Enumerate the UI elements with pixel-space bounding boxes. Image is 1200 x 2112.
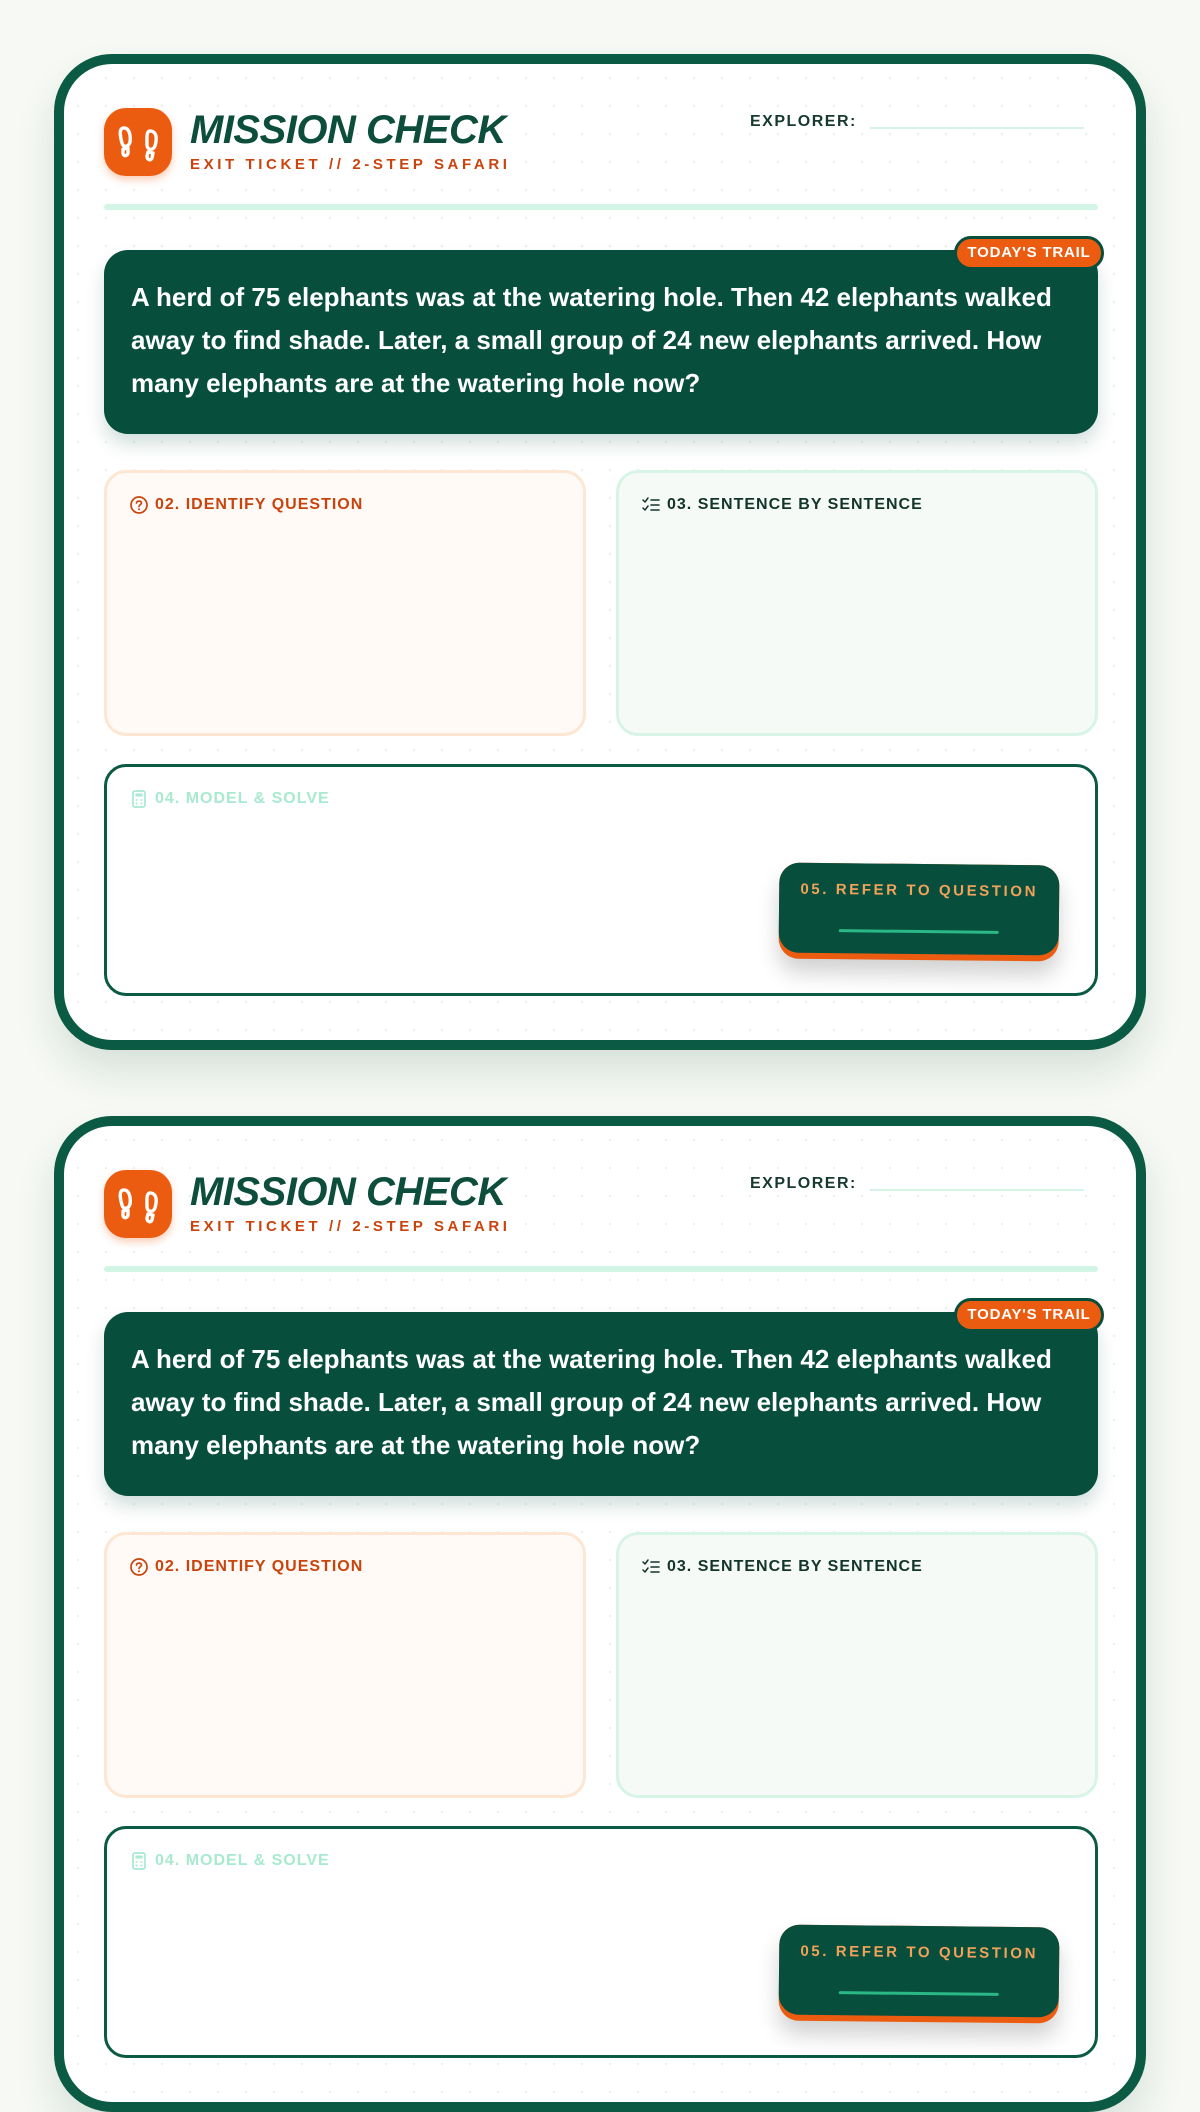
- page-title: MISSION CHECK: [190, 1170, 506, 1214]
- explorer-label: EXPLORER:: [750, 113, 857, 130]
- identify-question-label: 02. IDENTIFY QUESTION: [155, 1558, 364, 1575]
- sentence-by-sentence-header: [641, 495, 923, 515]
- footprints-icon: [104, 108, 172, 176]
- question-circle-icon: [129, 495, 149, 515]
- identify-question-box[interactable]: [104, 1532, 586, 1798]
- refer-answer-line[interactable]: [839, 1991, 999, 1996]
- sentence-by-sentence-label: 03. SENTENCE BY SENTENCE: [667, 1558, 923, 1575]
- refer-to-question-card[interactable]: [779, 863, 1060, 962]
- checklist-icon: [641, 495, 661, 515]
- explorer-name-field[interactable]: [870, 127, 1084, 129]
- model-and-solve-label: 04. MODEL & SOLVE: [155, 1852, 330, 1869]
- page-title: MISSION CHECK: [190, 108, 506, 152]
- refer-to-question-label: 05. REFER TO QUESTION: [800, 1942, 1039, 1963]
- exit-ticket-card: [54, 54, 1146, 1050]
- sentence-by-sentence-box[interactable]: [616, 470, 1098, 736]
- todays-trail-badge: TODAY'S TRAIL: [954, 1298, 1104, 1332]
- identify-question-header: [129, 495, 363, 515]
- identify-question-header: [129, 1557, 363, 1577]
- model-and-solve-header: [129, 789, 330, 809]
- refer-to-question-card[interactable]: [779, 1925, 1060, 2024]
- page-subtitle: EXIT TICKET // 2-STEP SAFARI: [190, 1218, 511, 1235]
- sentence-by-sentence-header: [641, 1557, 923, 1577]
- calculator-icon: [129, 1851, 149, 1871]
- problem-text: A herd of 75 elephants was at the watering hole. Then 42 elephants walked away to find shade. Later, a small group of 24 new elephants arrived. How many elephants are at the watering hole now?: [131, 1344, 1052, 1460]
- refer-to-question-panel: [779, 863, 1060, 956]
- sentence-by-sentence-label: 03. SENTENCE BY SENTENCE: [667, 496, 923, 513]
- explorer-name-field[interactable]: [870, 1189, 1084, 1191]
- refer-answer-line[interactable]: [839, 929, 999, 934]
- problem-card: [104, 1312, 1098, 1496]
- problem-text: A herd of 75 elephants was at the watering hole. Then 42 elephants walked away to find shade. Later, a small group of 24 new elephants arrived. How many elephants are at the watering hole now?: [131, 282, 1052, 398]
- model-and-solve-header: [129, 1851, 330, 1871]
- model-and-solve-label: 04. MODEL & SOLVE: [155, 790, 330, 807]
- todays-trail-badge: TODAY'S TRAIL: [954, 236, 1104, 270]
- header-divider: [104, 204, 1098, 210]
- exit-ticket-card: [54, 1116, 1146, 2112]
- identify-question-label: 02. IDENTIFY QUESTION: [155, 496, 364, 513]
- header-divider: [104, 1266, 1098, 1272]
- problem-card: [104, 250, 1098, 434]
- identify-question-box[interactable]: [104, 470, 586, 736]
- sentence-by-sentence-box[interactable]: [616, 1532, 1098, 1798]
- calculator-icon: [129, 789, 149, 809]
- question-circle-icon: [129, 1557, 149, 1577]
- refer-to-question-panel: [779, 1925, 1060, 2018]
- explorer-label: EXPLORER:: [750, 1175, 857, 1192]
- checklist-icon: [641, 1557, 661, 1577]
- page-subtitle: EXIT TICKET // 2-STEP SAFARI: [190, 156, 511, 173]
- footprints-icon: [104, 1170, 172, 1238]
- refer-to-question-label: 05. REFER TO QUESTION: [800, 880, 1039, 901]
